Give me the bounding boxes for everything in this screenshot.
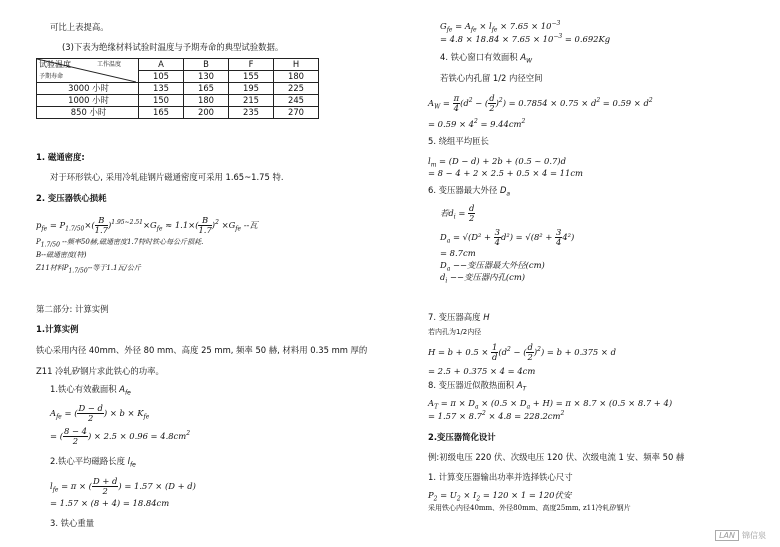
weight-eq1: $G_{fe} = A_{fe} \times l_{fe} \times 7.65 \times 10^{-3}$ <box>440 20 561 34</box>
watermark-text: 锦信泉 <box>742 531 766 540</box>
col-header-h: H <box>274 59 319 71</box>
table-header-diagonal-cell <box>37 59 139 83</box>
step6-eq2: $D_a = √(D^2$ + $\frac{3}{4}$ d²) = √(8² + $\frac{3}{4}$ 4²) <box>440 227 575 247</box>
simplified-step1-title: 1. 计算变压器输出功率并选择铁心尺寸 <box>428 472 573 482</box>
loss-note-3: Z11材料$P_{1.7/50}--$等于1.1瓦/公斤 <box>36 264 141 275</box>
step6-title: 6. 变压器最大外径 $D_a$ <box>428 185 511 198</box>
intro-text: 可比上表提高。 <box>50 22 109 32</box>
row-label: 1000 小时 <box>37 95 139 107</box>
col-header-f: F <box>229 59 274 71</box>
step4-text: 若铁心内孔留 1/2 内径空间 <box>440 73 543 83</box>
table-cell: 270 <box>274 107 319 119</box>
step8-eq1: $A_T = \pi \times D_a \times (0.5 \times D_a + H) = \pi \times 8.7 \times (0.5 \times 8.7 + 4)$ <box>428 398 673 411</box>
header-temp-label: 试验温度 <box>39 60 71 69</box>
temp-cell: 105 <box>139 71 184 83</box>
row-label: 3000 小时 <box>37 83 139 95</box>
step2-title: 2.铁心平均磁路长度 $l_{fe}$ <box>50 456 136 469</box>
step3-title: 3. 铁心重量 <box>50 518 95 528</box>
loss-note-2: B--磁通密度(特) <box>36 251 87 259</box>
table-caption: (3)下表为绝缘材料试验时温度与予期寿命的典型试验数据。 <box>62 42 284 52</box>
row-label: 850 小时 <box>37 107 139 119</box>
table-row <box>37 59 319 71</box>
example-text-2: Z11 冷轧矽钢片求此铁心的功率。 <box>36 366 164 376</box>
header-workload-label: 工作温度 <box>97 61 122 68</box>
step1-title: 1.铁心有效截面积 $A_{fe}$ <box>50 384 131 397</box>
table-cell: 195 <box>229 83 274 95</box>
simplified-design-text: 例:初级电压 220 伏、次级电压 120 伏、次级电流 1 安、频率 50 赫 <box>428 452 685 462</box>
table-cell: 180 <box>184 95 229 107</box>
table-cell: 245 <box>274 95 319 107</box>
watermark-logo <box>715 530 766 541</box>
simplified-step1-eq1: $P_2 = U_2 \times I_2 = 120 \times 1 = 120$伏安 <box>428 490 572 503</box>
table-cell: 235 <box>229 107 274 119</box>
step6-note1: $D_a$ −−变压器最大外径(cm) <box>440 260 545 273</box>
table-cell: 225 <box>274 83 319 95</box>
step1-eq1: $A_{fe}$ = ( $\frac{D - d}{2}$ ) × $b \times K_{fe}$ <box>50 403 150 423</box>
temp-cell: 130 <box>184 71 229 83</box>
step8-eq2: = $1.57 \times 8.7^2 \times 4.8 = 228.2cm^2$ <box>428 410 565 421</box>
table-cell: 165 <box>184 83 229 95</box>
section-flux-text: 对于环形铁心, 采用冷轧硅钢片磁通密度可采用 1.65~1.75 特. <box>50 172 284 182</box>
step2-eq1: $l_{fe} = \pi$ × ( $\frac{D + d}{2}$ ) = 1.57 × (D + d) <box>50 476 196 496</box>
part-two-title: 第二部分: 计算实例 <box>36 304 109 314</box>
step6-note2: $d_i$ −−变压器内孔(cm) <box>440 272 526 285</box>
step7-text: 若内孔为1/2内径 <box>428 328 482 336</box>
step5-title: 5. 绕组平均匝长 <box>428 136 489 146</box>
step4-title: 4. 铁心窗口有效面积 $A_W$ <box>440 52 532 65</box>
col-header-b: B <box>184 59 229 71</box>
header-life-label: 予期寿命 <box>39 73 64 80</box>
insulation-table <box>36 58 319 119</box>
temp-cell: 155 <box>229 71 274 83</box>
table-row <box>37 83 319 95</box>
section-flux-title: 1. 磁通密度: <box>36 152 85 162</box>
table-cell: 215 <box>229 95 274 107</box>
step4-eq1: $A_W$ = $\frac{\pi}{4}$ ($d^2$ − ( $\frac{d}{2}$ )$^2) = 0.7854 \times 0.75 \times d^2 = 0.59 \times d^2$ <box>428 93 653 113</box>
table-cell: 150 <box>139 95 184 107</box>
simplified-step1-eq2: 采用铁心内径40mm、外径80mm、高度25mm, z11冷轧矽钢片 <box>428 504 631 512</box>
table-row <box>37 107 319 119</box>
table-cell: 165 <box>139 107 184 119</box>
step5-eq2: = 8 − 4 + 2 × 2.5 + 0.5 × 4 = 11cm <box>428 168 583 178</box>
table-row <box>37 95 319 107</box>
weight-eq2: = $4.8 \times 18.84 \times 7.65 \times 10^{-3} = 0.692Kg$ <box>440 33 611 44</box>
temp-cell: 180 <box>274 71 319 83</box>
example-text-1: 铁心采用内径 40mm、外径 80 mm、高度 25 mm, 频率 50 赫, 材料用 0.35 mm 厚的 <box>36 345 368 355</box>
example-title: 1.计算实例 <box>36 324 79 334</box>
step6-eq3: = 8.7cm <box>440 248 476 258</box>
step5-eq1: $l_m = (D - d) + 2b + (0.5$ ~ 0.7)d <box>428 156 566 169</box>
loss-equation: $p_{fe} = P_{1.7/50}\times$( $\frac{B}{1.7}$ )$^{1.95\sim 2.51}\times G_{fe} \approx 1.1\times$( $\frac{B}{1.7}$ )$^2 \times G_{fe}$ --瓦 <box>36 215 258 235</box>
section-loss-title: 2. 变压器铁心损耗 <box>36 193 107 203</box>
step4-eq2: = $0.59 \times 4^2 = 9.44cm^2$ <box>428 118 526 129</box>
step1-eq2: = ( $\frac{8 - 4}{2}$ ) × $2.5 \times 0.96 = 4.8cm^2$ <box>50 426 191 446</box>
watermark-badge: LAN <box>715 530 739 541</box>
table-cell: 200 <box>184 107 229 119</box>
step7-eq2: = 2.5 + 0.375 × 4 = 4cm <box>428 366 536 376</box>
step2-eq2: = 1.57 × (8 + 4) = 18.84cm <box>50 498 170 508</box>
table-cell: 135 <box>139 83 184 95</box>
step7-title: 7. 变压器高度 H <box>428 312 490 322</box>
step7-eq1: H = b + 0.5 × $\frac{1}{d}$ ($d^2$ − ( $\frac{d}{2}$ )$^2$) = b + 0.375 × d <box>428 342 616 362</box>
step8-title: 8. 变压器近似散热面积 $A_T$ <box>428 380 527 393</box>
col-header-a: A <box>139 59 184 71</box>
step6-eq1: 若$d_i$ = $\frac{d}{2}$ <box>440 203 475 223</box>
simplified-design-title: 2.变压器简化设计 <box>428 432 496 442</box>
loss-note-1: $P_{1.7/50}$ --频率50赫,磁通密度1.7特时铁心每公斤损耗. <box>36 238 204 249</box>
